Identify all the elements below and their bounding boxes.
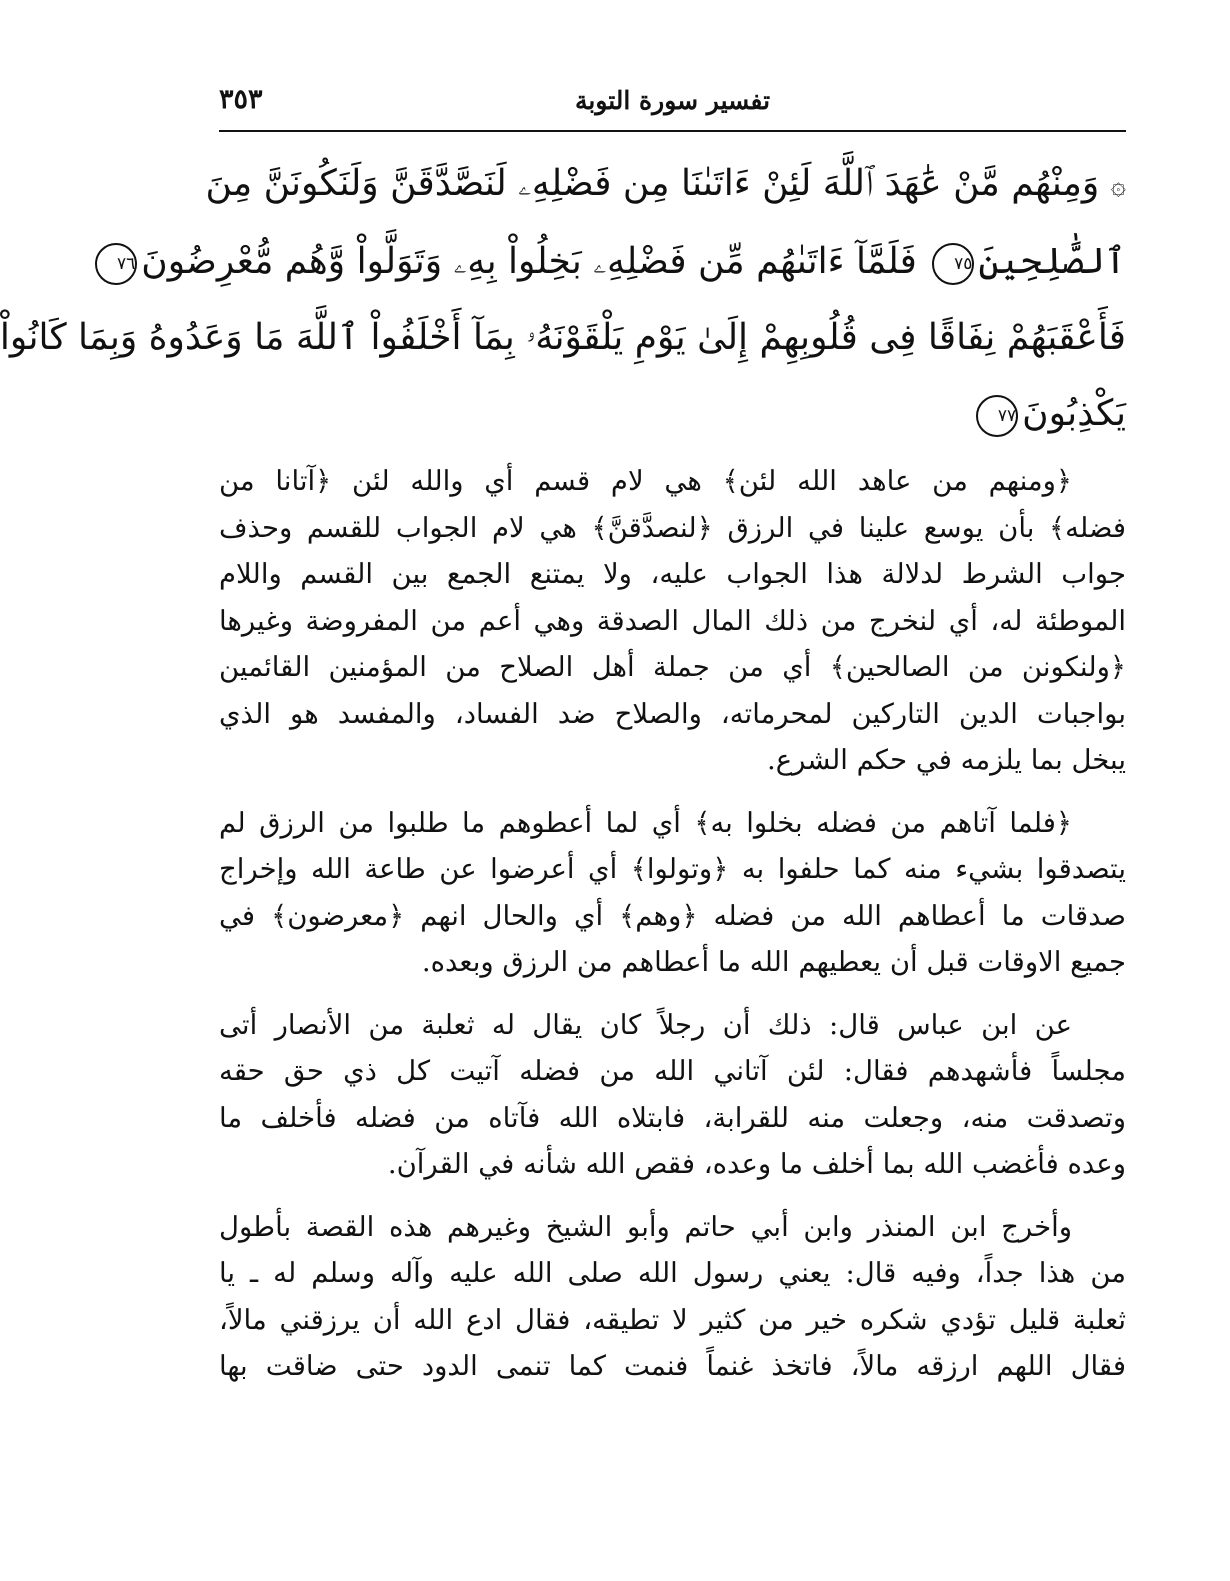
text-line: من هذا جداً، وفيه قال: يعني رسول الله صلى الله عليه وآله وسلم له ـ يا [219, 1257, 1126, 1289]
text-line: ﴿فلما آتاهم من فضله بخلوا به﴾ أي لما أعطوهم ما طلبوا من الرزق لم [219, 806, 1072, 839]
text-line: مجلساً فأشهدهم فقال: لئن آتاني الله من فضله آتيت كل ذي حق حقه [219, 1055, 1126, 1087]
verse-line [205, 146, 1126, 224]
ayah-number-icon: ٧٦ [95, 243, 137, 285]
text-line: جميع الاوقات قبل أن يعطيهم الله ما أعطاهم من الرزق وبعده. [421, 946, 1126, 978]
text-line: يتصدقوا بشيء منه كما حلفوا به ﴿وتولوا﴾ أي أعرضوا عن طاعة الله وإخراج [219, 853, 1126, 885]
text-line: الموطئة له، أي لنخرج من ذلك المال الصدقة وهي أعم من المفروضة وغيرها [219, 604, 1126, 637]
verse-text: وَمِنْهُم مَّنْ عَٰهَدَ ٱللَّهَ لَئِنْ ءَاتَىٰنَا مِن فَضْلِهِۦ لَنَصَّدَّقَنَّ وَلَنَكُونَنَّ مِنَ [205, 163, 1100, 204]
quran-verses-block [0, 146, 1126, 452]
text-line: ثعلبة قليل تؤدي شكره خير من كثير لا تطيقه، فقال ادع الله أن يرزقني مالاً، [219, 1303, 1126, 1336]
verse-text: فَلَمَّآ ءَاتَىٰهُم مِّن فَضْلِهِۦ بَخِلُواْ بِهِۦ وَتَوَلَّواْ وَّهُم مُّعْرِضُونَ [141, 241, 917, 282]
ayah-number-icon: ٧٧ [976, 395, 1018, 437]
hizb-star-icon: ۞ [1110, 171, 1126, 201]
verse-text: ٱلصَّٰلِحِينَ [978, 241, 1126, 282]
verse-line [219, 376, 1126, 452]
ayah-number-icon: ٧٥ [932, 243, 974, 285]
paragraph [219, 458, 1126, 784]
paragraph [219, 1204, 1126, 1390]
verse-line [0, 300, 1126, 376]
paragraph [219, 1002, 1126, 1188]
commentary-body [219, 458, 1126, 1406]
text-line: وأخرج ابن المنذر وابن أبي حاتم وأبو الشيخ وغيرهم هذه القصة بأطول [219, 1210, 1072, 1243]
text-line: ﴿ولنكونن من الصالحين﴾ أي من جملة أهل الصلاح من المؤمنين القائمين [219, 651, 1126, 683]
verse-text: فَأَعْقَبَهُمْ نِفَاقًا فِى قُلُوبِهِمْ إِلَىٰ يَوْمِ يَلْقَوْنَهُۥ بِمَآ أَخْلَفُواْ ٱللَّهَ مَا وَعَدُوهُ وَبِمَا كَانُواْ [0, 317, 1126, 358]
text-line: صدقات ما أعطاهم الله من فضله ﴿وهم﴾ أي والحال انهم ﴿معرضون﴾ في [219, 899, 1126, 932]
text-line: بواجبات الدين التاركين لمحرماته، والصلاح ضد الفساد، والمفسد هو الذي [219, 697, 1126, 730]
running-title: تفسير سورة التوبة [574, 86, 771, 115]
paragraph [219, 800, 1126, 986]
text-line: وتصدقت منه، وجعلت منه للقرابة، فابتلاه الله فآتاه من فضله فأخلف ما [219, 1101, 1126, 1134]
page-header [219, 78, 1126, 132]
verse-text: يَكْذِبُونَ [1022, 393, 1126, 434]
text-line: وعده فأغضب الله بما أخلف ما وعده، فقص الله شأنه في القرآن. [387, 1148, 1126, 1180]
page-number: ٣٥٣ [219, 84, 263, 115]
text-line: جواب الشرط لدلالة هذا الجواب عليه، ولا يمتنع الجمع بين القسم واللام [219, 558, 1126, 590]
text-line: ﴿ومنهم من عاهد الله لئن﴾ هي لام قسم أي والله لئن ﴿آتانا من [219, 465, 1072, 497]
text-line: فضله﴾ بأن يوسع علينا في الرزق ﴿لنصدَّقنَّ﴾ هي لام الجواب للقسم وحذف [219, 511, 1126, 544]
text-line: عن ابن عباس قال: ذلك أن رجلاً كان يقال له ثعلبة من الأنصار أتى [219, 1008, 1072, 1041]
verse-line [116, 224, 1126, 300]
text-line: يبخل بما يلزمه في حكم الشرع. [766, 744, 1126, 776]
text-line: فقال اللهم ارزقه مالاً، فاتخذ غنماً فنمت كما تنمى الدود حتى ضاقت بها [219, 1350, 1126, 1382]
